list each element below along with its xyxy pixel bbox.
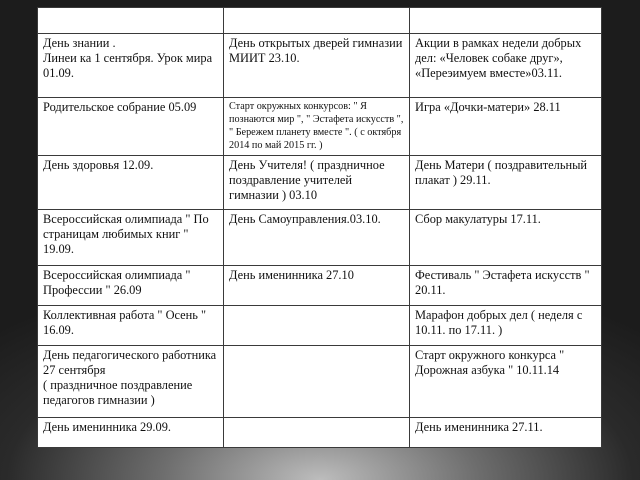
table-cell (224, 306, 410, 346)
table-cell: Старт окружных конкурсов: " Я познаются мир ", " Эстафета искусств ", " Бережем планету вместе ". ( с октября 2014 по май 2015 гг. ) (224, 98, 410, 156)
table-cell: Сбор макулатуры 17.11. (410, 210, 602, 266)
table-row (38, 306, 602, 346)
table-row (38, 346, 602, 418)
table-cell: Игра «Дочки-матери» 28.11 (410, 98, 602, 156)
table-row (38, 34, 602, 98)
events-schedule-table (37, 7, 602, 448)
table-row (38, 156, 602, 210)
table-cell: Фестиваль " Эстафета искусств " 20.11. (410, 266, 602, 306)
table-row (38, 266, 602, 306)
table-cell (38, 8, 224, 34)
table-cell (410, 8, 602, 34)
table-cell (224, 346, 410, 418)
table-cell: Всероссийская олимпиада " По страницам любимых книг " 19.09. (38, 210, 224, 266)
table-cell: Родительское собрание 05.09 (38, 98, 224, 156)
table-cell: День знании . Линеи ка 1 сентября. Урок мира 01.09. (38, 34, 224, 98)
table-cell: День именинника 27.10 (224, 266, 410, 306)
table-cell: День именинника 27.11. (410, 418, 602, 448)
table-cell (224, 418, 410, 448)
table-cell: День Матери ( поздравительный плакат ) 29.11. (410, 156, 602, 210)
table-cell: Марафон добрых дел ( неделя с 10.11. по 17.11. ) (410, 306, 602, 346)
table-cell: Акции в рамках недели добрых дел: «Человек собаке друг», «Переэимуем вместе»03.11. (410, 34, 602, 98)
table-row (38, 418, 602, 448)
table-row (38, 210, 602, 266)
table-cell: День именинника 29.09. (38, 418, 224, 448)
table-cell: День Учителя! ( праздничное поздравление учителей гимназии ) 03.10 (224, 156, 410, 210)
table-cell: Всероссийская олимпиада " Профессии " 26.09 (38, 266, 224, 306)
table-cell: День здоровья 12.09. (38, 156, 224, 210)
table-cell: День открытых дверей гимназии МИИТ 23.10. (224, 34, 410, 98)
table-cell: День Самоуправления.03.10. (224, 210, 410, 266)
table-cell: Коллективная работа " Осень " 16.09. (38, 306, 224, 346)
table-cell: День педагогического работника 27 сентября ( праздничное поздравление педагогов гимназии ) (38, 346, 224, 418)
table-row (38, 8, 602, 34)
table-row (38, 98, 602, 156)
table-cell (224, 8, 410, 34)
table-cell: Старт окружного конкурса " Дорожная азбука " 10.11.14 (410, 346, 602, 418)
